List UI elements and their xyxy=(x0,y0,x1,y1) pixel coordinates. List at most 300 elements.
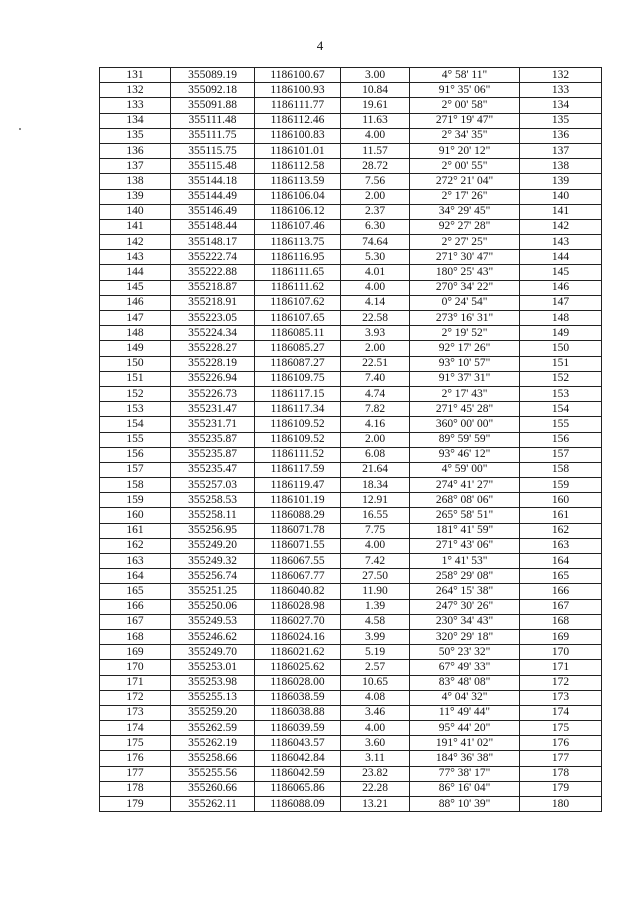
bearing-cell: 181° 41' 59" xyxy=(410,523,520,538)
bearing-cell: 92° 27' 28" xyxy=(410,219,520,234)
distance-cell: 11.63 xyxy=(341,113,410,128)
bearing-cell: 91° 35' 06" xyxy=(410,83,520,98)
x-coordinate-cell: 355115.75 xyxy=(171,143,255,158)
distance-cell: 2.00 xyxy=(341,189,410,204)
next-point-number-cell: 144 xyxy=(520,250,602,265)
y-coordinate-cell: 1186067.55 xyxy=(255,554,341,569)
x-coordinate-cell: 355148.44 xyxy=(171,219,255,234)
table-row xyxy=(100,371,602,386)
distance-cell: 2.37 xyxy=(341,204,410,219)
point-number-cell: 146 xyxy=(100,295,171,310)
y-coordinate-cell: 1186111.77 xyxy=(255,98,341,113)
x-coordinate-cell: 355249.53 xyxy=(171,614,255,629)
x-coordinate-cell: 355258.53 xyxy=(171,493,255,508)
bearing-cell: 2° 19' 52" xyxy=(410,326,520,341)
y-coordinate-cell: 1186112.46 xyxy=(255,113,341,128)
point-number-cell: 140 xyxy=(100,204,171,219)
bearing-cell: 271° 43' 06" xyxy=(410,538,520,553)
distance-cell: 4.14 xyxy=(341,295,410,310)
distance-cell: 5.30 xyxy=(341,250,410,265)
distance-cell: 7.75 xyxy=(341,523,410,538)
next-point-number-cell: 136 xyxy=(520,128,602,143)
x-coordinate-cell: 355089.19 xyxy=(171,68,255,83)
x-coordinate-cell: 355226.73 xyxy=(171,386,255,401)
bearing-cell: 258° 29' 08" xyxy=(410,569,520,584)
distance-cell: 4.00 xyxy=(341,538,410,553)
bearing-cell: 360° 00' 00" xyxy=(410,417,520,432)
distance-cell: 10.65 xyxy=(341,675,410,690)
distance-cell: 3.93 xyxy=(341,326,410,341)
table-row xyxy=(100,219,602,234)
table-row xyxy=(100,341,602,356)
y-coordinate-cell: 1186101.01 xyxy=(255,143,341,158)
x-coordinate-cell: 355144.49 xyxy=(171,189,255,204)
bearing-cell: 67° 49' 33" xyxy=(410,660,520,675)
distance-cell: 3.00 xyxy=(341,68,410,83)
distance-cell: 2.00 xyxy=(341,432,410,447)
x-coordinate-cell: 355250.06 xyxy=(171,599,255,614)
x-coordinate-cell: 355222.88 xyxy=(171,265,255,280)
x-coordinate-cell: 355249.32 xyxy=(171,554,255,569)
distance-cell: 10.84 xyxy=(341,83,410,98)
point-number-cell: 175 xyxy=(100,736,171,751)
y-coordinate-cell: 1186025.62 xyxy=(255,660,341,675)
table-row xyxy=(100,675,602,690)
next-point-number-cell: 179 xyxy=(520,781,602,796)
y-coordinate-cell: 1186085.11 xyxy=(255,326,341,341)
next-point-number-cell: 149 xyxy=(520,326,602,341)
next-point-number-cell: 167 xyxy=(520,599,602,614)
x-coordinate-cell: 355246.62 xyxy=(171,629,255,644)
distance-cell: 13.21 xyxy=(341,797,410,812)
bearing-cell: 274° 41' 27" xyxy=(410,478,520,493)
point-number-cell: 166 xyxy=(100,599,171,614)
next-point-number-cell: 150 xyxy=(520,341,602,356)
x-coordinate-cell: 355091.88 xyxy=(171,98,255,113)
bearing-cell: 91° 20' 12" xyxy=(410,143,520,158)
next-point-number-cell: 143 xyxy=(520,235,602,250)
table-row xyxy=(100,569,602,584)
x-coordinate-cell: 355111.48 xyxy=(171,113,255,128)
point-number-cell: 170 xyxy=(100,660,171,675)
x-coordinate-cell: 355262.11 xyxy=(171,797,255,812)
distance-cell: 4.08 xyxy=(341,690,410,705)
x-coordinate-cell: 355235.87 xyxy=(171,447,255,462)
point-number-cell: 172 xyxy=(100,690,171,705)
x-coordinate-cell: 355259.20 xyxy=(171,705,255,720)
x-coordinate-cell: 355257.03 xyxy=(171,478,255,493)
table-row xyxy=(100,523,602,538)
y-coordinate-cell: 1186085.27 xyxy=(255,341,341,356)
next-point-number-cell: 132 xyxy=(520,68,602,83)
point-number-cell: 151 xyxy=(100,371,171,386)
bearing-cell: 271° 45' 28" xyxy=(410,402,520,417)
x-coordinate-cell: 355231.47 xyxy=(171,402,255,417)
table-row xyxy=(100,690,602,705)
table-row xyxy=(100,326,602,341)
table-row xyxy=(100,721,602,736)
y-coordinate-cell: 1186100.93 xyxy=(255,83,341,98)
y-coordinate-cell: 1186028.98 xyxy=(255,599,341,614)
distance-cell: 1.39 xyxy=(341,599,410,614)
bearing-cell: 320° 29' 18" xyxy=(410,629,520,644)
point-number-cell: 157 xyxy=(100,462,171,477)
next-point-number-cell: 178 xyxy=(520,766,602,781)
table-row xyxy=(100,402,602,417)
bearing-cell: 77° 38' 17" xyxy=(410,766,520,781)
y-coordinate-cell: 1186040.82 xyxy=(255,584,341,599)
next-point-number-cell: 138 xyxy=(520,159,602,174)
y-coordinate-cell: 1186038.59 xyxy=(255,690,341,705)
table-row xyxy=(100,68,602,83)
point-number-cell: 159 xyxy=(100,493,171,508)
next-point-number-cell: 146 xyxy=(520,280,602,295)
point-number-cell: 158 xyxy=(100,478,171,493)
bearing-cell: 83° 48' 08" xyxy=(410,675,520,690)
next-point-number-cell: 140 xyxy=(520,189,602,204)
distance-cell: 11.57 xyxy=(341,143,410,158)
table-row xyxy=(100,736,602,751)
next-point-number-cell: 175 xyxy=(520,721,602,736)
x-coordinate-cell: 355258.66 xyxy=(171,751,255,766)
distance-cell: 4.58 xyxy=(341,614,410,629)
y-coordinate-cell: 1186106.12 xyxy=(255,204,341,219)
y-coordinate-cell: 1186043.57 xyxy=(255,736,341,751)
next-point-number-cell: 170 xyxy=(520,645,602,660)
point-number-cell: 155 xyxy=(100,432,171,447)
table-row xyxy=(100,356,602,371)
y-coordinate-cell: 1186067.77 xyxy=(255,569,341,584)
y-coordinate-cell: 1186101.19 xyxy=(255,493,341,508)
x-coordinate-cell: 355260.66 xyxy=(171,781,255,796)
next-point-number-cell: 169 xyxy=(520,629,602,644)
y-coordinate-cell: 1186111.62 xyxy=(255,280,341,295)
bearing-cell: 272° 21' 04" xyxy=(410,174,520,189)
table-row xyxy=(100,766,602,781)
point-number-cell: 132 xyxy=(100,83,171,98)
distance-cell: 27.50 xyxy=(341,569,410,584)
next-point-number-cell: 168 xyxy=(520,614,602,629)
y-coordinate-cell: 1186107.46 xyxy=(255,219,341,234)
distance-cell: 7.56 xyxy=(341,174,410,189)
table-row xyxy=(100,781,602,796)
table-row xyxy=(100,462,602,477)
distance-cell: 16.55 xyxy=(341,508,410,523)
next-point-number-cell: 166 xyxy=(520,584,602,599)
bearing-cell: 184° 36' 38" xyxy=(410,751,520,766)
table-row xyxy=(100,295,602,310)
next-point-number-cell: 159 xyxy=(520,478,602,493)
point-number-cell: 149 xyxy=(100,341,171,356)
y-coordinate-cell: 1186042.84 xyxy=(255,751,341,766)
x-coordinate-cell: 355228.27 xyxy=(171,341,255,356)
table-row xyxy=(100,554,602,569)
next-point-number-cell: 142 xyxy=(520,219,602,234)
next-point-number-cell: 135 xyxy=(520,113,602,128)
distance-cell: 3.46 xyxy=(341,705,410,720)
y-coordinate-cell: 1186113.75 xyxy=(255,235,341,250)
point-number-cell: 138 xyxy=(100,174,171,189)
distance-cell: 18.34 xyxy=(341,478,410,493)
next-point-number-cell: 148 xyxy=(520,311,602,326)
distance-cell: 6.08 xyxy=(341,447,410,462)
table-row xyxy=(100,189,602,204)
bearing-cell: 2° 34' 35" xyxy=(410,128,520,143)
y-coordinate-cell: 1186039.59 xyxy=(255,721,341,736)
y-coordinate-cell: 1186117.34 xyxy=(255,402,341,417)
bearing-cell: 0° 24' 54" xyxy=(410,295,520,310)
y-coordinate-cell: 1186116.95 xyxy=(255,250,341,265)
table-row xyxy=(100,478,602,493)
distance-cell: 2.00 xyxy=(341,341,410,356)
distance-cell: 4.01 xyxy=(341,265,410,280)
coordinates-table-body xyxy=(100,68,602,812)
distance-cell: 74.64 xyxy=(341,235,410,250)
next-point-number-cell: 174 xyxy=(520,705,602,720)
y-coordinate-cell: 1186109.75 xyxy=(255,371,341,386)
bearing-cell: 268° 08' 06" xyxy=(410,493,520,508)
bearing-cell: 50° 23' 32" xyxy=(410,645,520,660)
point-number-cell: 137 xyxy=(100,159,171,174)
bearing-cell: 247° 30' 26" xyxy=(410,599,520,614)
x-coordinate-cell: 355253.01 xyxy=(171,660,255,675)
point-number-cell: 134 xyxy=(100,113,171,128)
x-coordinate-cell: 355144.18 xyxy=(171,174,255,189)
y-coordinate-cell: 1186065.86 xyxy=(255,781,341,796)
point-number-cell: 135 xyxy=(100,128,171,143)
distance-cell: 7.40 xyxy=(341,371,410,386)
table-row xyxy=(100,83,602,98)
table-row xyxy=(100,629,602,644)
table-row xyxy=(100,280,602,295)
table-row xyxy=(100,751,602,766)
table-row xyxy=(100,143,602,158)
point-number-cell: 153 xyxy=(100,402,171,417)
point-number-cell: 178 xyxy=(100,781,171,796)
point-number-cell: 174 xyxy=(100,721,171,736)
table-row xyxy=(100,98,602,113)
x-coordinate-cell: 355256.74 xyxy=(171,569,255,584)
point-number-cell: 160 xyxy=(100,508,171,523)
x-coordinate-cell: 355256.95 xyxy=(171,523,255,538)
x-coordinate-cell: 355253.98 xyxy=(171,675,255,690)
x-coordinate-cell: 355218.87 xyxy=(171,280,255,295)
bearing-cell: 271° 19' 47" xyxy=(410,113,520,128)
x-coordinate-cell: 355223.05 xyxy=(171,311,255,326)
next-point-number-cell: 134 xyxy=(520,98,602,113)
point-number-cell: 131 xyxy=(100,68,171,83)
distance-cell: 22.51 xyxy=(341,356,410,371)
table-row xyxy=(100,599,602,614)
table-row xyxy=(100,159,602,174)
y-coordinate-cell: 1186109.52 xyxy=(255,417,341,432)
point-number-cell: 161 xyxy=(100,523,171,538)
y-coordinate-cell: 1186106.04 xyxy=(255,189,341,204)
next-point-number-cell: 137 xyxy=(520,143,602,158)
y-coordinate-cell: 1186088.29 xyxy=(255,508,341,523)
bearing-cell: 1° 41' 53" xyxy=(410,554,520,569)
x-coordinate-cell: 355224.34 xyxy=(171,326,255,341)
point-number-cell: 173 xyxy=(100,705,171,720)
y-coordinate-cell: 1186100.83 xyxy=(255,128,341,143)
bearing-cell: 4° 04' 32" xyxy=(410,690,520,705)
x-coordinate-cell: 355148.17 xyxy=(171,235,255,250)
next-point-number-cell: 160 xyxy=(520,493,602,508)
bearing-cell: 2° 17' 43" xyxy=(410,386,520,401)
next-point-number-cell: 161 xyxy=(520,508,602,523)
x-coordinate-cell: 355258.11 xyxy=(171,508,255,523)
distance-cell: 12.91 xyxy=(341,493,410,508)
next-point-number-cell: 164 xyxy=(520,554,602,569)
x-coordinate-cell: 355262.19 xyxy=(171,736,255,751)
y-coordinate-cell: 1186111.52 xyxy=(255,447,341,462)
point-number-cell: 143 xyxy=(100,250,171,265)
table-row xyxy=(100,584,602,599)
bearing-cell: 89° 59' 59" xyxy=(410,432,520,447)
next-point-number-cell: 153 xyxy=(520,386,602,401)
next-point-number-cell: 163 xyxy=(520,538,602,553)
bearing-cell: 230° 34' 43" xyxy=(410,614,520,629)
bearing-cell: 34° 29' 45" xyxy=(410,204,520,219)
next-point-number-cell: 155 xyxy=(520,417,602,432)
point-number-cell: 142 xyxy=(100,235,171,250)
distance-cell: 6.30 xyxy=(341,219,410,234)
table-row xyxy=(100,797,602,812)
y-coordinate-cell: 1186027.70 xyxy=(255,614,341,629)
x-coordinate-cell: 355146.49 xyxy=(171,204,255,219)
x-coordinate-cell: 355255.56 xyxy=(171,766,255,781)
x-coordinate-cell: 355251.25 xyxy=(171,584,255,599)
table-row xyxy=(100,645,602,660)
bearing-cell: 95° 44' 20" xyxy=(410,721,520,736)
next-point-number-cell: 171 xyxy=(520,660,602,675)
bearing-cell: 191° 41' 02" xyxy=(410,736,520,751)
y-coordinate-cell: 1186071.78 xyxy=(255,523,341,538)
table-row xyxy=(100,250,602,265)
y-coordinate-cell: 1186028.00 xyxy=(255,675,341,690)
table-row xyxy=(100,417,602,432)
next-point-number-cell: 152 xyxy=(520,371,602,386)
x-coordinate-cell: 355235.87 xyxy=(171,432,255,447)
distance-cell: 3.99 xyxy=(341,629,410,644)
distance-cell: 3.60 xyxy=(341,736,410,751)
x-coordinate-cell: 355231.71 xyxy=(171,417,255,432)
x-coordinate-cell: 355255.13 xyxy=(171,690,255,705)
point-number-cell: 144 xyxy=(100,265,171,280)
x-coordinate-cell: 355235.47 xyxy=(171,462,255,477)
y-coordinate-cell: 1186117.59 xyxy=(255,462,341,477)
point-number-cell: 169 xyxy=(100,645,171,660)
point-number-cell: 162 xyxy=(100,538,171,553)
y-coordinate-cell: 1186042.59 xyxy=(255,766,341,781)
bearing-cell: 93° 46' 12" xyxy=(410,447,520,462)
next-point-number-cell: 151 xyxy=(520,356,602,371)
bearing-cell: 270° 34' 22" xyxy=(410,280,520,295)
next-point-number-cell: 139 xyxy=(520,174,602,189)
point-number-cell: 147 xyxy=(100,311,171,326)
x-coordinate-cell: 355226.94 xyxy=(171,371,255,386)
next-point-number-cell: 133 xyxy=(520,83,602,98)
x-coordinate-cell: 355115.48 xyxy=(171,159,255,174)
next-point-number-cell: 156 xyxy=(520,432,602,447)
x-coordinate-cell: 355222.74 xyxy=(171,250,255,265)
table-row xyxy=(100,432,602,447)
y-coordinate-cell: 1186100.67 xyxy=(255,68,341,83)
x-coordinate-cell: 355218.91 xyxy=(171,295,255,310)
bearing-cell: 93° 10' 57" xyxy=(410,356,520,371)
point-number-cell: 145 xyxy=(100,280,171,295)
y-coordinate-cell: 1186119.47 xyxy=(255,478,341,493)
bearing-cell: 271° 30' 47" xyxy=(410,250,520,265)
bearing-cell: 2° 27' 25" xyxy=(410,235,520,250)
y-coordinate-cell: 1186107.65 xyxy=(255,311,341,326)
bearing-cell: 265° 58' 51" xyxy=(410,508,520,523)
next-point-number-cell: 172 xyxy=(520,675,602,690)
table-row xyxy=(100,386,602,401)
distance-cell: 4.00 xyxy=(341,721,410,736)
distance-cell: 4.00 xyxy=(341,128,410,143)
distance-cell: 23.82 xyxy=(341,766,410,781)
table-row xyxy=(100,538,602,553)
point-number-cell: 139 xyxy=(100,189,171,204)
table-row xyxy=(100,113,602,128)
table-row xyxy=(100,447,602,462)
point-number-cell: 141 xyxy=(100,219,171,234)
coordinates-table xyxy=(99,67,602,812)
x-coordinate-cell: 355228.19 xyxy=(171,356,255,371)
point-number-cell: 164 xyxy=(100,569,171,584)
bearing-cell: 180° 25' 43" xyxy=(410,265,520,280)
y-coordinate-cell: 1186088.09 xyxy=(255,797,341,812)
point-number-cell: 152 xyxy=(100,386,171,401)
bearing-cell: 264° 15' 38" xyxy=(410,584,520,599)
point-number-cell: 163 xyxy=(100,554,171,569)
distance-cell: 4.74 xyxy=(341,386,410,401)
table-row xyxy=(100,493,602,508)
next-point-number-cell: 177 xyxy=(520,751,602,766)
next-point-number-cell: 154 xyxy=(520,402,602,417)
bearing-cell: 2° 17' 26" xyxy=(410,189,520,204)
page-number: 4 xyxy=(316,38,324,53)
distance-cell: 22.28 xyxy=(341,781,410,796)
table-row xyxy=(100,508,602,523)
next-point-number-cell: 173 xyxy=(520,690,602,705)
point-number-cell: 150 xyxy=(100,356,171,371)
bearing-cell: 11° 49' 44" xyxy=(410,705,520,720)
distance-cell: 2.57 xyxy=(341,660,410,675)
distance-cell: 21.64 xyxy=(341,462,410,477)
bearing-cell: 91° 37' 31" xyxy=(410,371,520,386)
y-coordinate-cell: 1186117.15 xyxy=(255,386,341,401)
table-row xyxy=(100,660,602,675)
point-number-cell: 156 xyxy=(100,447,171,462)
next-point-number-cell: 158 xyxy=(520,462,602,477)
y-coordinate-cell: 1186113.59 xyxy=(255,174,341,189)
scan-artifact-dot xyxy=(19,128,21,130)
point-number-cell: 168 xyxy=(100,629,171,644)
next-point-number-cell: 157 xyxy=(520,447,602,462)
y-coordinate-cell: 1186111.65 xyxy=(255,265,341,280)
next-point-number-cell: 145 xyxy=(520,265,602,280)
table-row xyxy=(100,614,602,629)
bearing-cell: 86° 16' 04" xyxy=(410,781,520,796)
y-coordinate-cell: 1186021.62 xyxy=(255,645,341,660)
x-coordinate-cell: 355249.70 xyxy=(171,645,255,660)
distance-cell: 7.42 xyxy=(341,554,410,569)
point-number-cell: 165 xyxy=(100,584,171,599)
table-row xyxy=(100,128,602,143)
distance-cell: 19.61 xyxy=(341,98,410,113)
